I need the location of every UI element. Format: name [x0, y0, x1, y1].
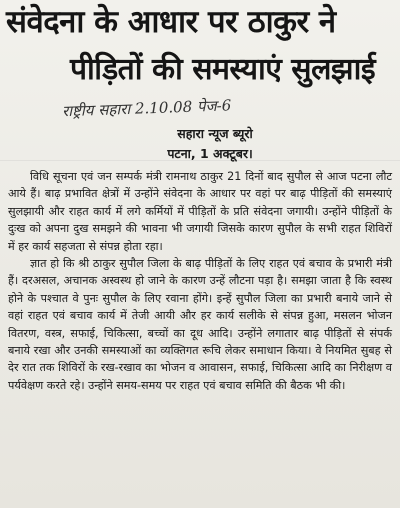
byline-agency: सहारा न्यूज ब्यूरो [177, 126, 253, 141]
article-paragraph-1: विधि सूचना एवं जन सम्पर्क मंत्री रामनाथ ठाकुर 21 दिनों बाद सुपौल से आज पटना लौट आये हैं। बाढ़ प्रभावित क्षेत्रों में उन्होंने संवेदना के आधार पर वहां पर बाढ़ पीड़ितों की समस्याएं सुलझायी और राहत कार्य में लगे कर्मियों में पीड़ितों के प्रति संवेदना जगायी। उन्होंने पीड़ितों के दुःख को अपना दुख समझने की भावना भी जगायी जिसके कारण सुपौल के सभी राहत शिविरों में हर कार्य सहजता से संपन्न होता रहा। [8, 170, 392, 253]
headline-line-1: संवेदना के आधार पर ठाकुर ने [6, 4, 336, 40]
article-body [8, 168, 392, 394]
paper-fold-line [0, 160, 400, 161]
handwritten-source-note: राष्ट्रीय सहारा 2.10.08 पेज-6 [61, 96, 232, 121]
article-paragraph-2: ज्ञात हो कि श्री ठाकुर सुपौल जिला के बाढ़ पीड़ितों के लिए राहत एवं बचाव के प्रभारी मंत्री हैं। दरअसल, अचानक अस्वस्थ हो जाने के कारण उन्हें लौटना पड़ा है। समझा जाता है कि स्वस्थ होने के पश्चात वे पुनः सुपौल के लिए रवाना होंगे। इन्हें सुपौल जिला का प्रभारी बनाये जाने से वहां राहत एवं बचाव कार्य में तेजी आयी और हर कार्य सलीके से संपन्न हुआ, मसलन भोजन वितरण, वस्त्र, सफाई, चिकित्सा, बच्चों का दूध आदि। उन्होंने लगातार बाढ़ पीड़ितों से संपर्क बनाये रखा और उनकी समस्याओं का व्यक्तिगत रूचि लेकर समाधान किया। वे नियमित सुबह से देर रात तक शिविरों के रख-रखाव का भोजन व आवासन, सफाई, चिकित्सा आदि का निरीक्षण व पर्यवेक्षण करते रहे। उन्होंने समय-समय पर राहत एवं बचाव समिति की बैठक भी की। [8, 257, 392, 392]
headline-line-2: पीड़ितों की समस्याएं सुलझाई [70, 52, 376, 87]
byline-dateline: पटना, 1 अक्टूबर। [167, 146, 253, 161]
